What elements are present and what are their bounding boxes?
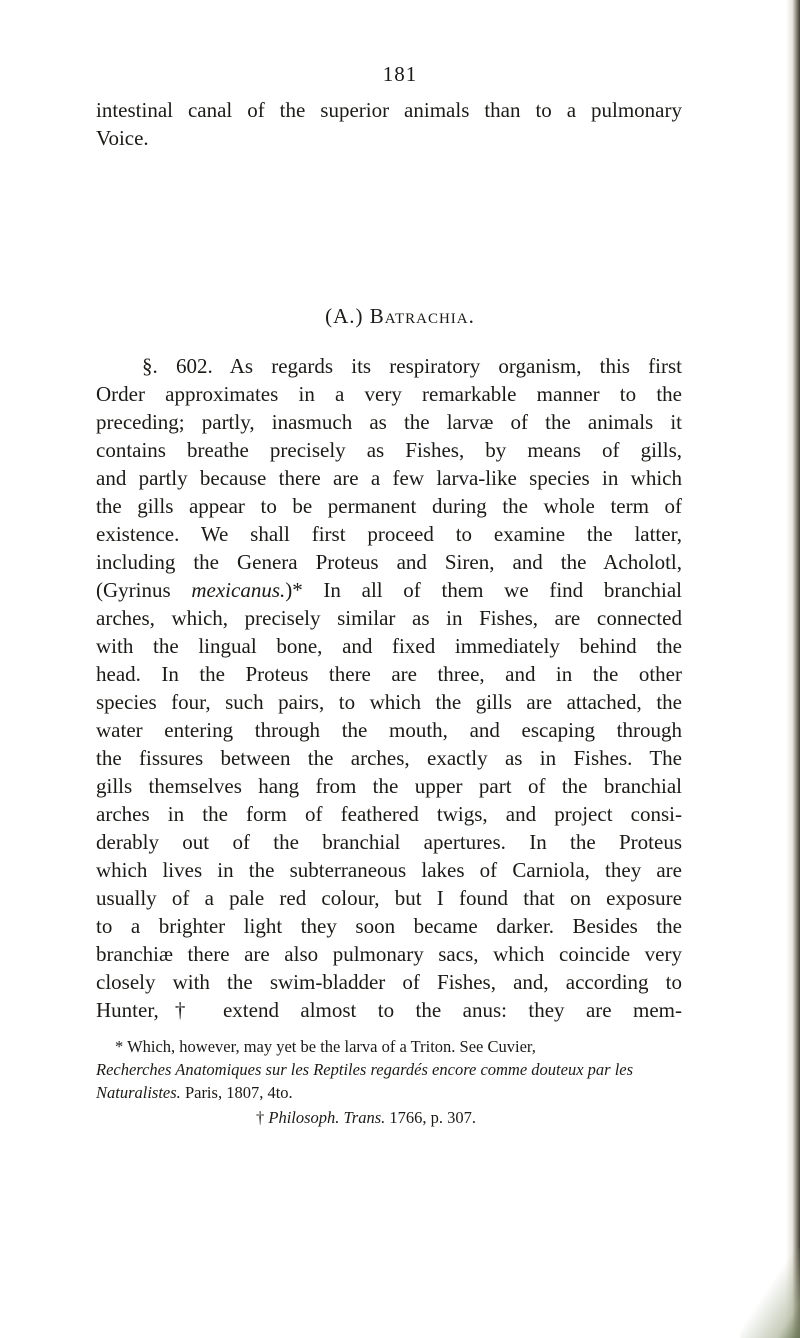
text-line: the fissures between the arches, exactly as in Fishes. The [96,746,682,770]
text-line: Voice. [96,126,149,150]
text-line: head. In the Proteus there are three, and in the other [96,662,682,686]
page-number: 181 [382,62,418,86]
text-line: with the lingual bone, and fixed immediately behind the [96,634,682,658]
text-line: intestinal canal of the superior animals than to a pulmonary [96,98,682,122]
text-line: species four, such pairs, to which the gills are attached, the [96,690,682,714]
text-line: existence. We shall first proceed to examine the latter, [96,522,682,546]
text-line-mixed [96,577,682,603]
dagger-mark: † [256,1108,269,1127]
text-line: usually of a pale red colour, but I found that on exposure [96,886,682,910]
text-line: contains breathe precisely as Fishes, by means of gills, [96,438,682,462]
text-line: branchiæ there are also pulmonary sacs, which coincide very [96,942,682,966]
text-line: derably out of the branchial apertures. In the Proteus [96,830,682,854]
page-edge-shadow [786,0,800,1338]
text-line: including the Genera Proteus and Siren, and the Acholotl, [96,550,682,574]
text-line: gills themselves hang from the upper part of the branchial [96,774,682,798]
text-line: arches in the form of feathered twigs, and project consi- [96,802,682,826]
text-line: §. 602. As regards its respiratory organism, this first [142,354,682,378]
section-heading-title: Batrachia. [369,304,475,328]
text-line: closely with the swim-bladder of Fishes, and, according to [96,970,682,994]
text-line: which lives in the subterraneous lakes of Carniola, they are [96,858,682,882]
text-line: to a brighter light they soon became darker. Besides the [96,914,682,938]
text-run: (Gyrinus [96,578,192,602]
footnote-text-run: 1766, p. 307. [385,1108,477,1127]
footnote-italic-run: Naturalistes. [96,1083,181,1102]
text-run-italic: mexicanus. [191,578,286,602]
section-heading [0,304,800,329]
section-heading-prefix: (A.) [325,304,364,328]
footnote-1-line: * Which, however, may yet be the larva of a Triton. See Cuvier, [115,1037,536,1056]
text-line: Order approximates in a very remarkable manner to the [96,382,682,406]
text-run: )* In all of them we find branchial [285,578,682,602]
text-line: Hunter,† extend almost to the anus: they are mem- [96,998,682,1022]
footnote-1-line [96,1082,293,1104]
text-line: arches, which, precisely similar as in Fishes, are connected [96,606,682,630]
text-line: preceding; partly, inasmuch as the larvæ of the animals it [96,410,682,434]
footnote-2-line [256,1107,476,1129]
text-line: the gills appear to be permanent during the whole term of [96,494,682,518]
footnote-text-run: Paris, 1807, 4to. [180,1083,293,1102]
footnote-italic-run: Philosoph. Trans. [268,1108,386,1127]
text-line: water entering through the mouth, and escaping through [96,718,682,742]
footnote-italic-run: Recherches Anatomiques sur les Reptiles regardés encore comme douteux par les [96,1060,634,1079]
page-corner-stain [740,1248,800,1338]
text-line: and partly because there are a few larva-like species in which [96,466,682,490]
footnote-1-line [96,1059,633,1081]
